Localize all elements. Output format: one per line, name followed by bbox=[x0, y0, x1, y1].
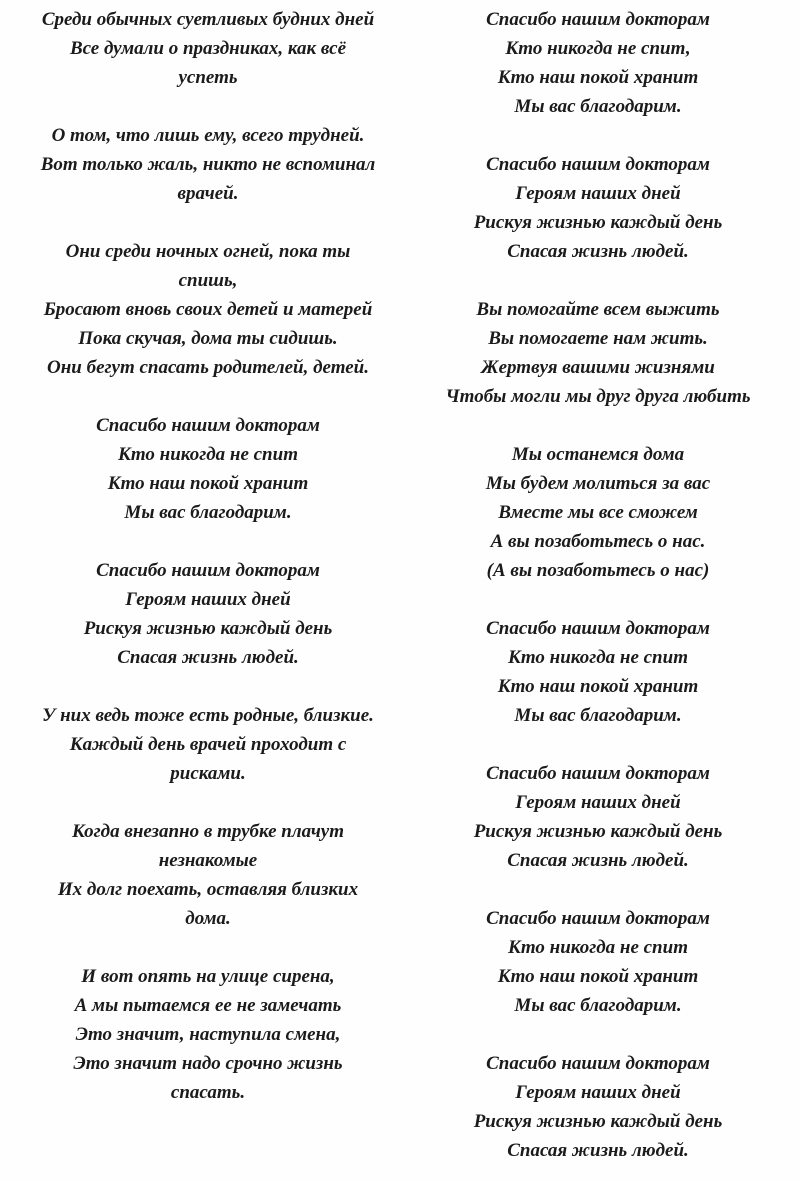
lyric-line: Мы останемся дома bbox=[511, 444, 685, 465]
lyric-line: Кто наш покой хранит bbox=[497, 966, 699, 987]
lyric-line: Бросают вновь своих детей и матерей bbox=[43, 299, 373, 320]
lyric-line: Кто никогда не спит bbox=[508, 937, 688, 958]
lyric-line: Жертвуя вашими жизнями bbox=[481, 357, 715, 378]
lyric-line: Спасая жизнь людей. bbox=[507, 1140, 689, 1161]
stanza bbox=[410, 759, 786, 875]
stanza bbox=[10, 962, 406, 1107]
lyric-line: Кто наш покой хранит bbox=[107, 473, 309, 494]
lyric-line: Мы будем молиться за вас bbox=[485, 473, 711, 494]
lyric-line: спишь, bbox=[178, 270, 238, 291]
lyric-line: Пока скучая, дома ты сидишь. bbox=[78, 328, 338, 349]
stanza bbox=[410, 614, 786, 730]
stanza bbox=[410, 904, 786, 1020]
stanza bbox=[410, 1049, 786, 1165]
lyric-line: Героям наших дней bbox=[515, 183, 681, 204]
lyric-line: О том, что лишь ему, всего трудней. bbox=[51, 125, 365, 146]
lyric-line: Героям наших дней bbox=[515, 1082, 681, 1103]
lyric-line: Когда внезапно в трубке плачут bbox=[71, 821, 345, 842]
lyric-line: Вы помогайте всем выжить bbox=[476, 299, 720, 320]
lyric-line: Кто наш покой хранит bbox=[497, 676, 699, 697]
lyric-line: Спасибо нашим докторам bbox=[486, 763, 710, 784]
lyric-line: Все думали о праздниках, как всё bbox=[69, 38, 347, 59]
stanza bbox=[10, 5, 406, 92]
lyric-line: (А вы позаботьтесь о нас) bbox=[486, 560, 710, 581]
lyric-line: врачей. bbox=[177, 183, 239, 204]
lyric-line: Это значит, наступила смена, bbox=[75, 1024, 341, 1045]
lyric-line: Кто наш покой хранит bbox=[497, 67, 699, 88]
stanza bbox=[10, 556, 406, 672]
lyric-line: Вместе мы все сможем bbox=[498, 502, 698, 523]
stanza bbox=[410, 5, 786, 121]
lyric-line: Спасая жизнь людей. bbox=[507, 241, 689, 262]
lyric-line: Чтобы могли мы друг друга любить bbox=[445, 386, 751, 407]
stanza bbox=[10, 411, 406, 527]
lyric-line: дома. bbox=[185, 908, 231, 929]
lyric-line: Спасибо нашим докторам bbox=[486, 154, 710, 175]
lyric-line: У них ведь тоже есть родные, близкие. bbox=[42, 705, 374, 726]
lyric-line: Спасибо нашим докторам bbox=[486, 1053, 710, 1074]
stanza bbox=[10, 701, 406, 788]
lyric-line: А мы пытаемся ее не замечать bbox=[74, 995, 342, 1016]
lyric-line: Героям наших дней bbox=[125, 589, 291, 610]
lyric-line: рисками. bbox=[170, 763, 246, 784]
lyric-line: спасать. bbox=[170, 1082, 246, 1103]
lyric-line: Мы вас благодарим. bbox=[514, 995, 682, 1016]
lyric-line: незнакомые bbox=[158, 850, 258, 871]
lyric-line: Рискуя жизнью каждый день bbox=[473, 1111, 723, 1132]
right-lyrics-column bbox=[410, 5, 786, 1194]
lyric-line: Кто никогда не спит bbox=[118, 444, 298, 465]
lyric-line: Они бегут спасать родителей, детей. bbox=[47, 357, 369, 378]
lyric-line: Это значит надо срочно жизнь bbox=[73, 1053, 343, 1074]
lyric-line: Вы помогаете нам жить. bbox=[488, 328, 708, 349]
lyric-line: Рискуя жизнью каждый день bbox=[83, 618, 333, 639]
lyric-line: Кто никогда не спит, bbox=[505, 38, 691, 59]
lyric-line: Они среди ночных огней, пока ты bbox=[65, 241, 351, 262]
lyric-line: Спасая жизнь людей. bbox=[117, 647, 299, 668]
lyric-line: Кто никогда не спит bbox=[508, 647, 688, 668]
lyric-line: Спасибо нашим докторам bbox=[486, 9, 710, 30]
stanza bbox=[10, 817, 406, 933]
lyric-line: Героям наших дней bbox=[515, 792, 681, 813]
lyric-line: Мы вас благодарим. bbox=[514, 96, 682, 117]
lyric-line: Вот только жаль, никто не вспоминал bbox=[40, 154, 376, 175]
lyric-line: Спасибо нашим докторам bbox=[96, 415, 320, 436]
lyric-line: Спасибо нашим докторам bbox=[96, 560, 320, 581]
lyric-line: Спасая жизнь людей. bbox=[507, 850, 689, 871]
stanza bbox=[10, 121, 406, 208]
lyric-line: Спасибо нашим докторам bbox=[486, 618, 710, 639]
stanza bbox=[410, 150, 786, 266]
lyric-line: успеть bbox=[178, 67, 238, 88]
lyric-line: Спасибо нашим докторам bbox=[486, 908, 710, 929]
lyric-line: Мы вас благодарим. bbox=[514, 705, 682, 726]
lyric-line: А вы позаботьтесь о нас. bbox=[490, 531, 706, 552]
lyric-line: Их долг поехать, оставляя близких bbox=[57, 879, 359, 900]
stanza bbox=[410, 440, 786, 585]
lyric-line: И вот опять на улице сирена, bbox=[81, 966, 335, 987]
stanza bbox=[410, 295, 786, 411]
lyric-line: Рискуя жизнью каждый день bbox=[473, 212, 723, 233]
lyric-line: Среди обычных суетливых будних дней bbox=[41, 9, 375, 30]
left-lyrics-column bbox=[10, 5, 406, 1136]
lyric-line: Каждый день врачей проходит с bbox=[69, 734, 347, 755]
stanza bbox=[10, 237, 406, 382]
lyric-line: Рискуя жизнью каждый день bbox=[473, 821, 723, 842]
lyric-line: Мы вас благодарим. bbox=[124, 502, 292, 523]
